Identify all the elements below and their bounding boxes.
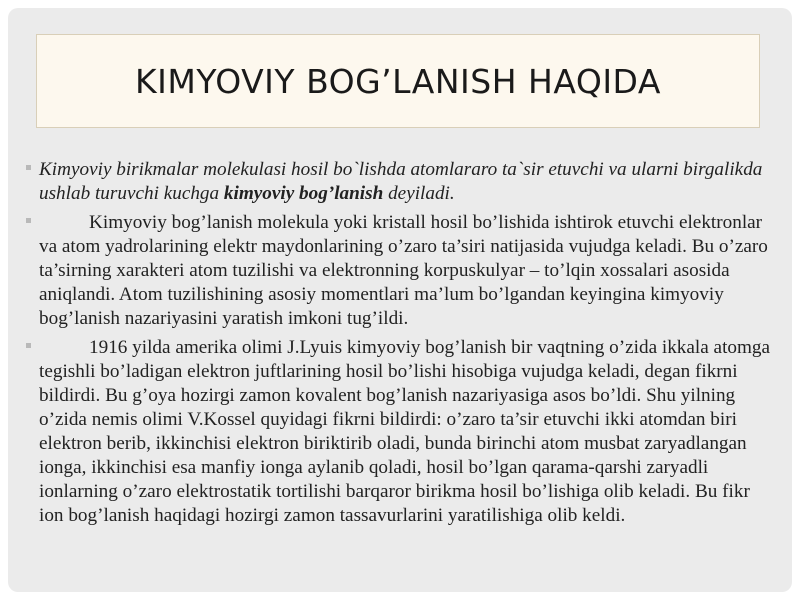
bullet-marker (26, 343, 31, 348)
paragraph-1-text: Kimyoviy bog’lanish molekula yoki kristall hosil bo’lishida ishtirok etuvchi elektronlar va atom yadrolarining elektr maydonlarining o’zaro ta’siri natijasida vujudga keladi. Bu o’zaro ta’sirning xarakteri atom tuzilishi va elektronning korpuskulyar – to’lqin xossalari asosida aniqlandi. Atom tuzilishining asosiy momentlari ma’lum bo’lgandan keyingina kimyoviy bog’lanish nazariyasini yaratish imkoni tug’ildi. (39, 212, 768, 329)
bullet-marker (26, 218, 31, 223)
slide (8, 8, 792, 592)
definition-text-before: Kimyoviy birikmalar molekulasi hosil bo`lishda atomlararo ta`sir etuvchi va ularni birgalikda ushlab turuvchi kuchga (39, 159, 763, 204)
bullet-definition (26, 158, 778, 206)
definition-term: kimyoviy bog’lanish (223, 183, 384, 204)
bullet-marker (26, 165, 31, 170)
paragraph-2-text: 1916 yilda amerika olimi J.Lyuis kimyoviy bog’lanish bir vaqtning o’zida ikkala atomga tegishli bo’ladigan elektron juftlarining hosil bo’lishi hisobiga vujudga keladi, degan fikrni bildirdi. Bu g’oya hozirgi zamon kovalent bog’lanish nazariyasiga asos bo’ldi. Shu yilning o’zida nemis olimi V.Kossel quyidagi fikrni bildirdi: o’zaro ta’sir etuvchi ikki atomdan biri elektron berib, ikkinchisi elektron biriktirib oladi, bunda birinchi atom musbat zaryadlangan ionga, ikkinchisi esa manfiy ionga aylanib qoladi, hosil bo’lgan qarama-qarshi zaryadli ionlarning o’zaro elektrostatik tortilishi barqaror birikma hosil bo’lishiga olib keladi. Bu fikr ion bog’lanish haqidagi hozirgi zamon tassavurlarini yaratilishiga olib keldi. (39, 337, 771, 526)
slide-title: KIMYOVIY BOG’LANISH HAQIDA (135, 61, 661, 101)
title-box (36, 34, 760, 128)
bullet-paragraph-1 (26, 211, 778, 331)
slide-content (26, 158, 778, 533)
definition-text-after: deyiladi. (383, 183, 455, 204)
bullet-paragraph-2 (26, 336, 778, 528)
